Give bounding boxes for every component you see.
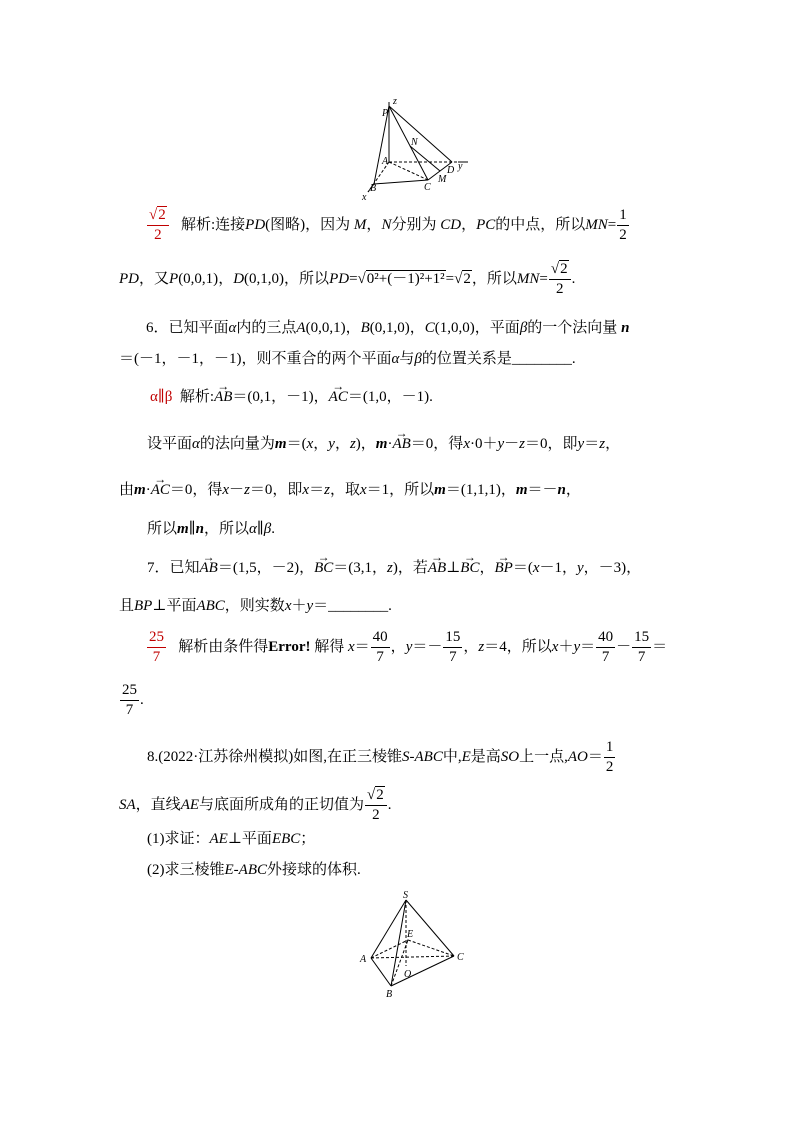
figure-coordinate-pyramid (358, 92, 478, 204)
label-B: B (370, 183, 377, 194)
label-M: M (438, 174, 447, 185)
label-N: N (411, 137, 418, 148)
q7-line-1: 7．已知→ AB＝(1,5，－2)，→ BC＝(3,1，z)，若→ AB⊥→ BC，→ BP＝(x－1，y，－3)， (147, 558, 641, 578)
label-O: O (404, 969, 412, 980)
q6-line-2: ＝(－1，－1，－1)，则不重合的两个平面α与β的位置关系是________. (119, 351, 576, 367)
label-C: C (424, 182, 431, 193)
label-y: y (458, 161, 463, 172)
q6-solution-line-4: 所以m∥n，所以α∥β. (147, 521, 276, 537)
q5-answer-line-2: PD，又P(0,0,1)，D(0,1,0)，所以PD=√0²+(－1)²+1²=√2，所以MN= $\frac{√2}{2}$ . (119, 261, 576, 297)
q8-line-2: SA，直线AE与底面所成角的正切值为 $\frac{√2}{2}$ . (119, 787, 392, 823)
label-P: P (382, 108, 389, 119)
label-A: A (382, 156, 389, 167)
label-A: A (360, 954, 367, 965)
q7-line-2: 且BP⊥平面ABC，则实数x＋y＝________. (119, 598, 392, 614)
q6-solution-line-3: 由m·→ AC＝0，得x－z＝0，即x＝z，取x＝1，所以m＝(1,1,1)，m＝－n， (119, 480, 581, 500)
q8-line-1: 8.(2022·江苏徐州模拟)如图,在正三棱锥S-ABC中,E是高SO上一点,AO＝ $\frac{1}{2}$ (147, 739, 614, 775)
q7-solution-line-2: $\frac{25}{7}$ . (122, 682, 144, 718)
q6-solution-line-1: α∥β 解析:→ AB＝(0,1，－1)，→ AC＝(1,0，－1). (150, 387, 433, 407)
figure-triangular-pyramid (356, 888, 472, 1000)
q6-solution-line-2: 设平面α的法向量为m＝(x，y，z)，m·→ AB＝0，得x·0＋y－z＝0，即y＝z， (147, 434, 620, 454)
label-B: B (386, 989, 393, 1000)
label-S: S (403, 890, 408, 901)
label-E: E (407, 929, 414, 940)
label-C: C (457, 952, 464, 963)
q5-answer-fraction: $\frac{√2}{2}$ (147, 208, 169, 243)
q7-solution-line-1: $\frac{25}{7}$ 解析由条件得Error! 解得 x＝ $\frac{40}{7}$ ，y＝－ $\frac{15}{7}$ ，z＝4，所以x＋y＝ $\frac{40}{7}$ － $\frac{15}{7}$ ＝ (149, 629, 668, 665)
q8-part-1: (1)求证：AE⊥平面EBC； (147, 831, 316, 847)
q8-part-2: (2)求三棱锥E-ABC外接球的体积. (147, 862, 361, 878)
q5-answer-line-1: $\frac{√2}{2}$ 解析:连接PD(图略)，因为 M，N分别为 CD，PC的中点，所以MN= $\frac{1}{2}$ (149, 207, 627, 243)
label-z: z (393, 96, 397, 107)
q6-line-1: 6．已知平面α内的三点A(0,0,1)，B(0,1,0)，C(1,0,0)，平面β的一个法向量 n (146, 320, 630, 336)
label-x: x (362, 192, 367, 203)
label-D: D (447, 165, 455, 176)
